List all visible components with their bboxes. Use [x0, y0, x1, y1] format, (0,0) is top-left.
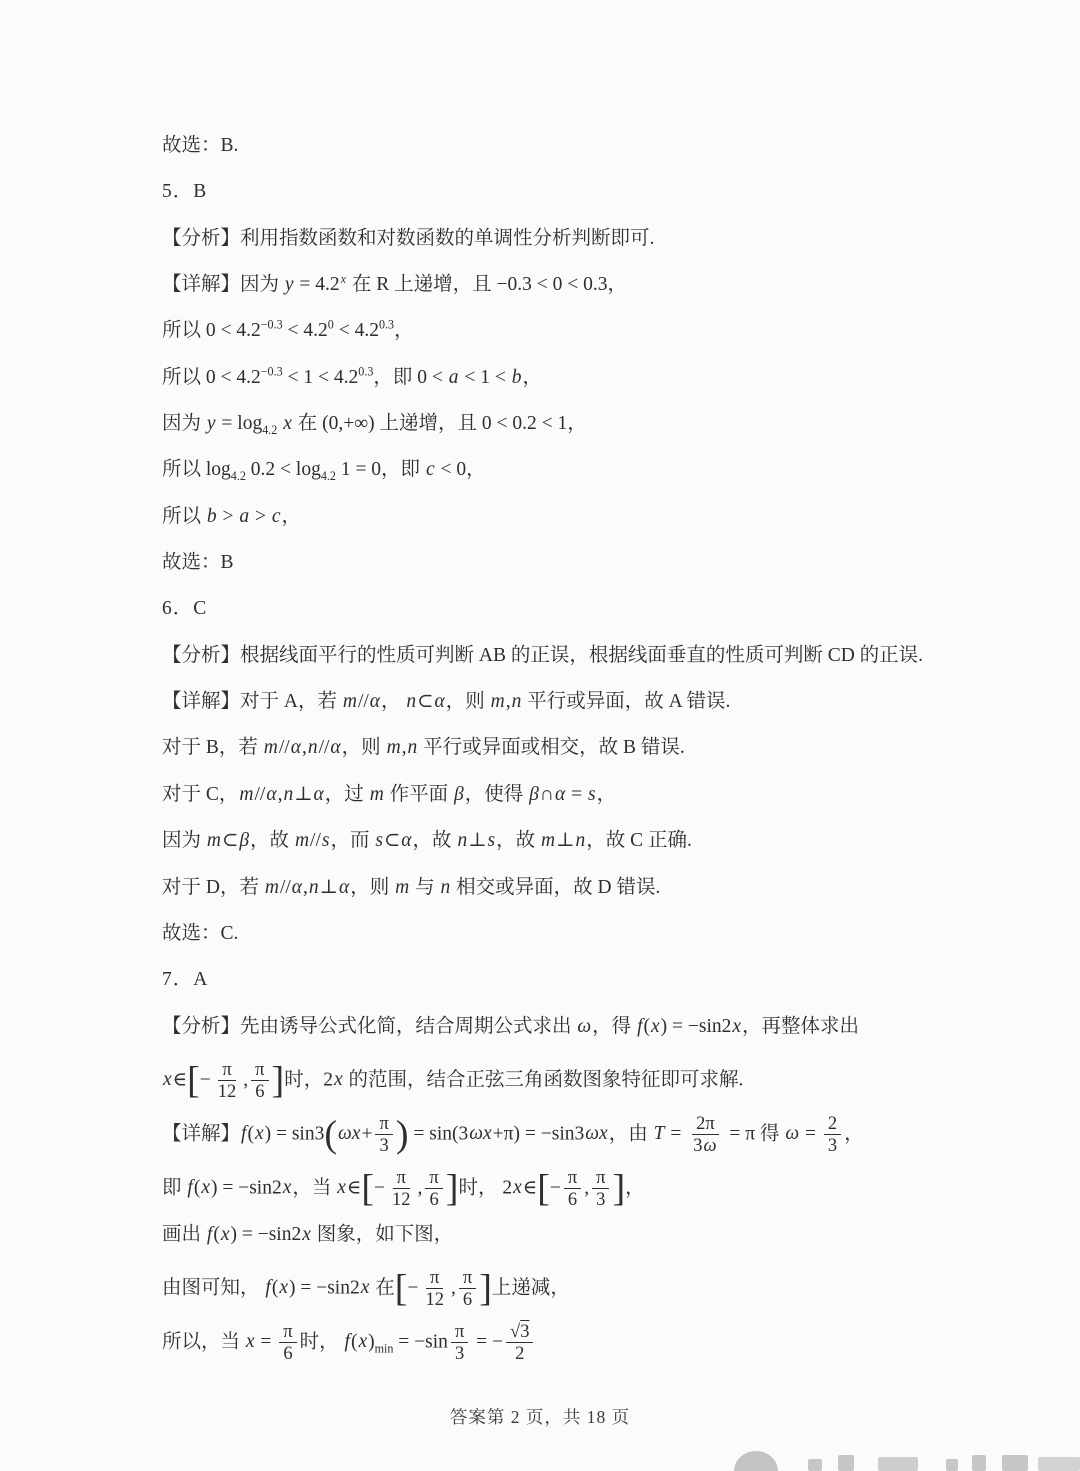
q6-choice-statement: 故选：C. [162, 922, 239, 944]
watermark-circle-icon [734, 1451, 778, 1471]
q7-analysis-line-1: 【分析】先由诱导公式化简，结合周期公式求出 ω，得 f(x) = −sin2x，再整体求出 [162, 1015, 860, 1037]
partial-watermark-logo [720, 1443, 1080, 1471]
page-footer: 答案第 2 页，共 18 页 [449, 1407, 631, 1427]
q5-choice-statement: 故选：B [162, 552, 234, 574]
q7-detail-line-1: 【详解】f(x) = sin3(ωx+ $\frac{\pi}{3}$ ) = sin(3ωx+π) = −sin3ωx，由 T = $\frac{2\pi}{3\omega}$ = π 得 ω = $\frac{2}{3}$ ， [162, 1112, 864, 1157]
question-6-answer: 6．C [162, 598, 208, 620]
q7-analysis-line-2: x∈[− $\frac{\pi}{12}$ , $\frac{\pi}{6}$ ]时，2x 的范围，结合正弦三角函数图象特征即可求解. [163, 1058, 744, 1103]
q7-detail-line-2: 即 f(x) = −sin2x，当 x∈[− $\frac{\pi}{12}$ , $\frac{\pi}{6}$ ]时， 2x∈[− $\frac{\pi}{6}$ , $\frac{\pi}{3}$ ]， [162, 1166, 645, 1211]
q4-choice-statement: 故选：B. [162, 135, 239, 156]
q5-detail-line-3: 所以 $0 < 4.2^{-0.3} < 1 < 4.2^{0.3}$，即 0 < a < 1 < b， [162, 364, 543, 388]
q6-analysis: 【分析】根据线面平行的性质可判断 AB 的正误，根据线面垂直的性质可判断 CD 的正误. [162, 644, 924, 666]
q7-detail-line-4: 由图可知， f(x) = −sin2x 在[− $\frac{\pi}{12}$ , $\frac{\pi}{6}$ ]上递减， [162, 1266, 570, 1311]
q6-detail-line-4: 因为 m⊂β，故 m//s，而 s⊂α，故 n⊥s，故 m⊥n，故 C 正确. [162, 830, 692, 852]
q7-detail-line-3: 画出 f(x) = −sin2x 图象，如下图， [162, 1223, 454, 1245]
q5-analysis: 【分析】利用指数函数和对数函数的单调性分析判断即可. [162, 227, 655, 249]
q5-detail-line-6: 所以 b > a > c， [162, 505, 302, 527]
question-5-answer: 5．B [162, 181, 208, 203]
q7-detail-line-5: 所以，当 x = $\frac{\pi}{6}$ 时， $f(x)_{min} = -\sin$ $\frac{\pi}{3}$ = − $\frac{√3}{2}$ [162, 1322, 974, 1364]
q5-detail-line-1: 【详解】因为 $y = 4.2^x$ 在 R 上递增，且 −0.3 < 0 < 0.3， [162, 271, 628, 296]
question-7-answer: 7．A [162, 969, 209, 991]
answer-content [162, 133, 974, 1376]
q6-detail-line-1: 【详解】对于 A，若 m//α， n⊂α，则 m,n 平行或异面，故 A 错误. [162, 691, 731, 713]
q5-detail-line-2: 所以 $0 < 4.2^{-0.3} < 4.2^0 < 4.2^{0.3}$， [162, 317, 414, 342]
q6-detail-line-3: 对于 C，m//α,n⊥α，过 m 作平面 β，使得 β∩α = s， [162, 783, 617, 805]
q5-detail-line-5: 所以 $\log_{4.2} 0.2 < \log_{4.2} 1 = 0$，即 c < 0， [162, 459, 486, 484]
q5-detail-line-4: 因为 $y = \log_{4.2} x$ 在 (0,+∞) 上递增，且 0 < 0.2 < 1， [162, 413, 587, 437]
q6-detail-line-5: 对于 D，若 m//α,n⊥α，则 m 与 n 相交或异面，故 D 错误. [162, 876, 661, 898]
q6-detail-line-2: 对于 B，若 m//α,n//α，则 m,n 平行或异面或相交，故 B 错误. [162, 737, 685, 759]
